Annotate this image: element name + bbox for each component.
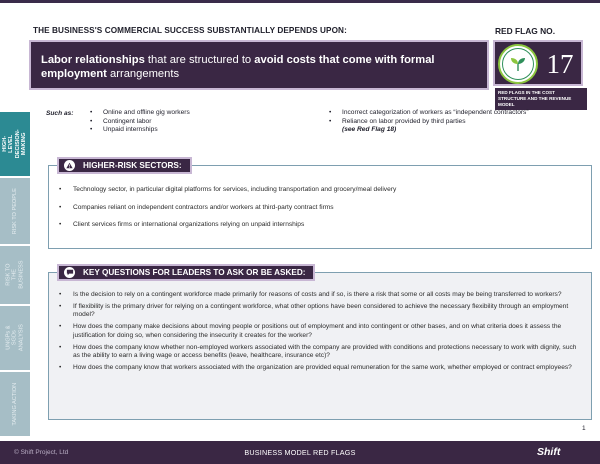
copyright-text: © Shift Project, Ltd bbox=[14, 449, 69, 456]
such-as-label: Such as: bbox=[46, 110, 74, 117]
key-questions-panel bbox=[48, 268, 592, 420]
shift-climate-seal-icon bbox=[498, 44, 538, 84]
list-item: • If flexibility is the primary driver for relying on a contingent workforce, what other options have been considered to achieve the necessary flexibility through an employment model? bbox=[59, 303, 581, 320]
list-item-text: Reliance on labor provided by third parties bbox=[342, 117, 466, 125]
such-as-left-list bbox=[90, 109, 190, 135]
side-tab-ungps-sgds-analysis[interactable] bbox=[0, 306, 30, 370]
list-item: • How does the company make decisions about moving people or positions out of employment and into contingent or other bases, and on what criteria does it assess the justification for doing so, when considering the insecurity it creates for the worker? bbox=[59, 323, 581, 340]
side-tab-label: RISK TO PEOPLE bbox=[11, 187, 18, 235]
title-box bbox=[29, 40, 489, 90]
list-item: • Technology sector, in particular digital platforms for services, including transportation and grocery/meal delivery bbox=[59, 186, 581, 194]
list-item: • Client services firms or international organizations relying on unpaid internships bbox=[59, 221, 581, 229]
questions-header bbox=[57, 264, 315, 281]
side-tab-taking-action[interactable] bbox=[0, 372, 30, 436]
questions-list bbox=[59, 291, 581, 376]
side-tab-label: HIGH-LEVEL DECISION-MAKING bbox=[2, 129, 28, 159]
sectors-list bbox=[59, 186, 581, 239]
list-item: • Unpaid internships bbox=[90, 126, 190, 135]
list-item: • Is the decision to rely on a contingent workforce made primarily for reasons of costs and if so, is there a risk that some or all costs may be being transferred to workers? bbox=[59, 291, 581, 299]
side-tab-risk-to-the-business[interactable] bbox=[0, 246, 30, 304]
warning-icon bbox=[64, 160, 75, 171]
questions-heading: KEY QUESTIONS FOR LEADERS TO ASK OR BE ASKED: bbox=[83, 268, 306, 277]
list-item: • Online and offline gig workers bbox=[90, 109, 190, 118]
warning-glyph bbox=[66, 162, 73, 169]
title-part-4: arrangements bbox=[106, 68, 180, 80]
sectors-heading: HIGHER-RISK SECTORS: bbox=[83, 161, 182, 170]
sectors-header bbox=[57, 157, 192, 174]
side-tab-label: UNGPs & SGDs ANALYSIS bbox=[5, 324, 25, 352]
top-rule bbox=[0, 0, 600, 3]
side-tab-label: TAKING ACTION bbox=[11, 382, 18, 426]
title-part-3: avoid costs that come with formal employment bbox=[41, 54, 435, 80]
side-tab-label: RISK TO THE BUSINESS bbox=[5, 260, 25, 290]
red-flag-label: RED FLAG NO. bbox=[495, 26, 556, 36]
red-flag-number: 17 bbox=[546, 49, 574, 79]
list-item: • How does the company know whether non-employed workers associated with the company are provided with conditions and protections necessary to work with dignity, such as the ability to earn a living wage or access benefits (leave, healthcare, insurance etc)? bbox=[59, 344, 581, 361]
title-text bbox=[41, 53, 477, 81]
red-flag-box bbox=[493, 40, 583, 86]
speech-bubble-glyph bbox=[66, 269, 74, 276]
page-heading: THE BUSINESS'S COMMERCIAL SUCCESS SUBSTANTIALLY DEPENDS UPON: bbox=[33, 26, 347, 35]
title-part-1: Labor relationships bbox=[41, 54, 145, 66]
seal-ring bbox=[502, 48, 534, 80]
list-item: • How does the company know that workers associated with the organization are provided equal remuneration for the same work, whether employed or contract employees? bbox=[59, 364, 581, 372]
red-flag-18-reference[interactable]: (see Red Flag 18) bbox=[342, 126, 397, 134]
red-flag-caption: RED FLAGS IN THE COST STRUCTURE AND THE REVENUE MODEL bbox=[495, 88, 587, 110]
footer-title: BUSINESS MODEL RED FLAGS bbox=[244, 448, 356, 457]
list-item: • Companies reliant on independent contractors and/or workers at third-party contract firms bbox=[59, 204, 581, 212]
such-as-right-list bbox=[329, 109, 579, 135]
list-item bbox=[329, 118, 579, 135]
list-item: • Contingent labor bbox=[90, 118, 190, 127]
footer bbox=[0, 441, 600, 464]
shift-logo[interactable]: Shift bbox=[537, 446, 561, 458]
page-number: 1 bbox=[582, 425, 586, 432]
side-tab-risk-to-people[interactable] bbox=[0, 178, 30, 244]
speech-bubble-icon bbox=[64, 267, 75, 278]
side-tab-high-level-decision-making[interactable] bbox=[0, 112, 30, 176]
list-item: • Incorrect categorization of workers as “independent contractors” bbox=[329, 109, 579, 118]
higher-risk-sectors-panel bbox=[48, 161, 592, 249]
title-part-2: that are structured to bbox=[144, 54, 255, 66]
